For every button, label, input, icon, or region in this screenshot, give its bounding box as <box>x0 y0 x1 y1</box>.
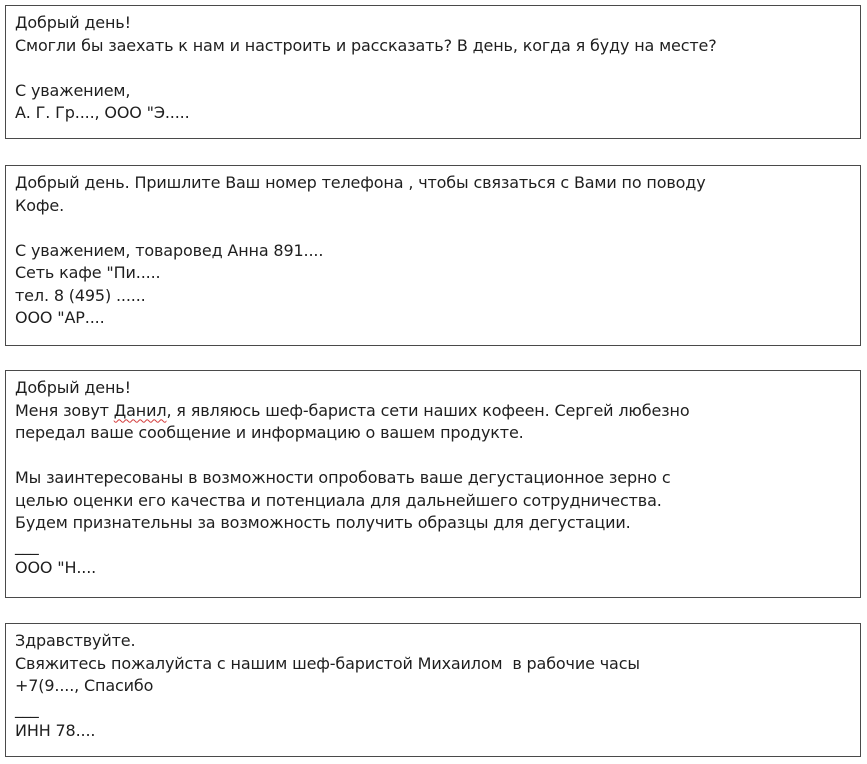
message-line: тел. 8 (495) ...... <box>15 285 146 305</box>
message-line: Добрый день! <box>15 378 131 397</box>
message-line: Мы заинтересованы в возможности опробовать ваше дегустационное зерно с <box>15 468 671 487</box>
message-line: Сеть кафе "Пи..... <box>15 263 161 282</box>
message-line: С уважением, товаровед Анна 891.... <box>15 240 324 260</box>
misspelled-name[interactable]: Данил <box>113 400 167 420</box>
message-line: Добрый день! <box>15 13 131 32</box>
message-line: +7(9...., Спасибо <box>15 676 154 695</box>
message-line: А. Г. Гр...., ООО "Э..... <box>15 103 190 122</box>
message-line: Свяжитесь пожалуйста с нашим шеф-баристой Михаилом в рабочие часы <box>15 653 640 673</box>
message-line: Здравствуйте. <box>15 631 136 650</box>
message-line: целью оценки его качества и потенциала для дальнейшего сотрудничества. <box>15 490 662 510</box>
message-line: ИНН 78.... <box>15 721 96 740</box>
message-line <box>15 57 852 80</box>
message-line <box>15 217 852 240</box>
message-line: ООО "АР.... <box>15 308 105 327</box>
message-line: передал ваше сообщение и информацию о вашем продукте. <box>15 423 524 442</box>
message-line-intro <box>15 400 852 423</box>
signature-separator: ___ <box>15 535 39 555</box>
intro-text-after: , я являюсь шеф-бариста сети наших кофеен. Сергей любезно <box>166 400 690 420</box>
message-line: С уважением, <box>15 80 131 100</box>
message-line: Смогли бы заехать к нам и настроить и рассказать? В день, когда я буду на месте? <box>15 35 717 55</box>
message-line: Кофе. <box>15 195 65 215</box>
signature-separator: ___ <box>15 698 39 718</box>
message-line: Будем признательны за возможность получить образцы для дегустации. <box>15 513 631 532</box>
message-line <box>15 445 852 468</box>
intro-text-before: Меня зовут <box>15 400 114 420</box>
message-block-4 <box>5 623 861 757</box>
message-line: ООО "Н.... <box>15 558 97 577</box>
message-block-2 <box>5 165 861 346</box>
message-block-1 <box>5 5 861 139</box>
message-line: Добрый день. Пришлите Ваш номер телефона , чтобы связаться с Вами по поводу <box>15 173 706 192</box>
message-block-3 <box>5 370 861 598</box>
